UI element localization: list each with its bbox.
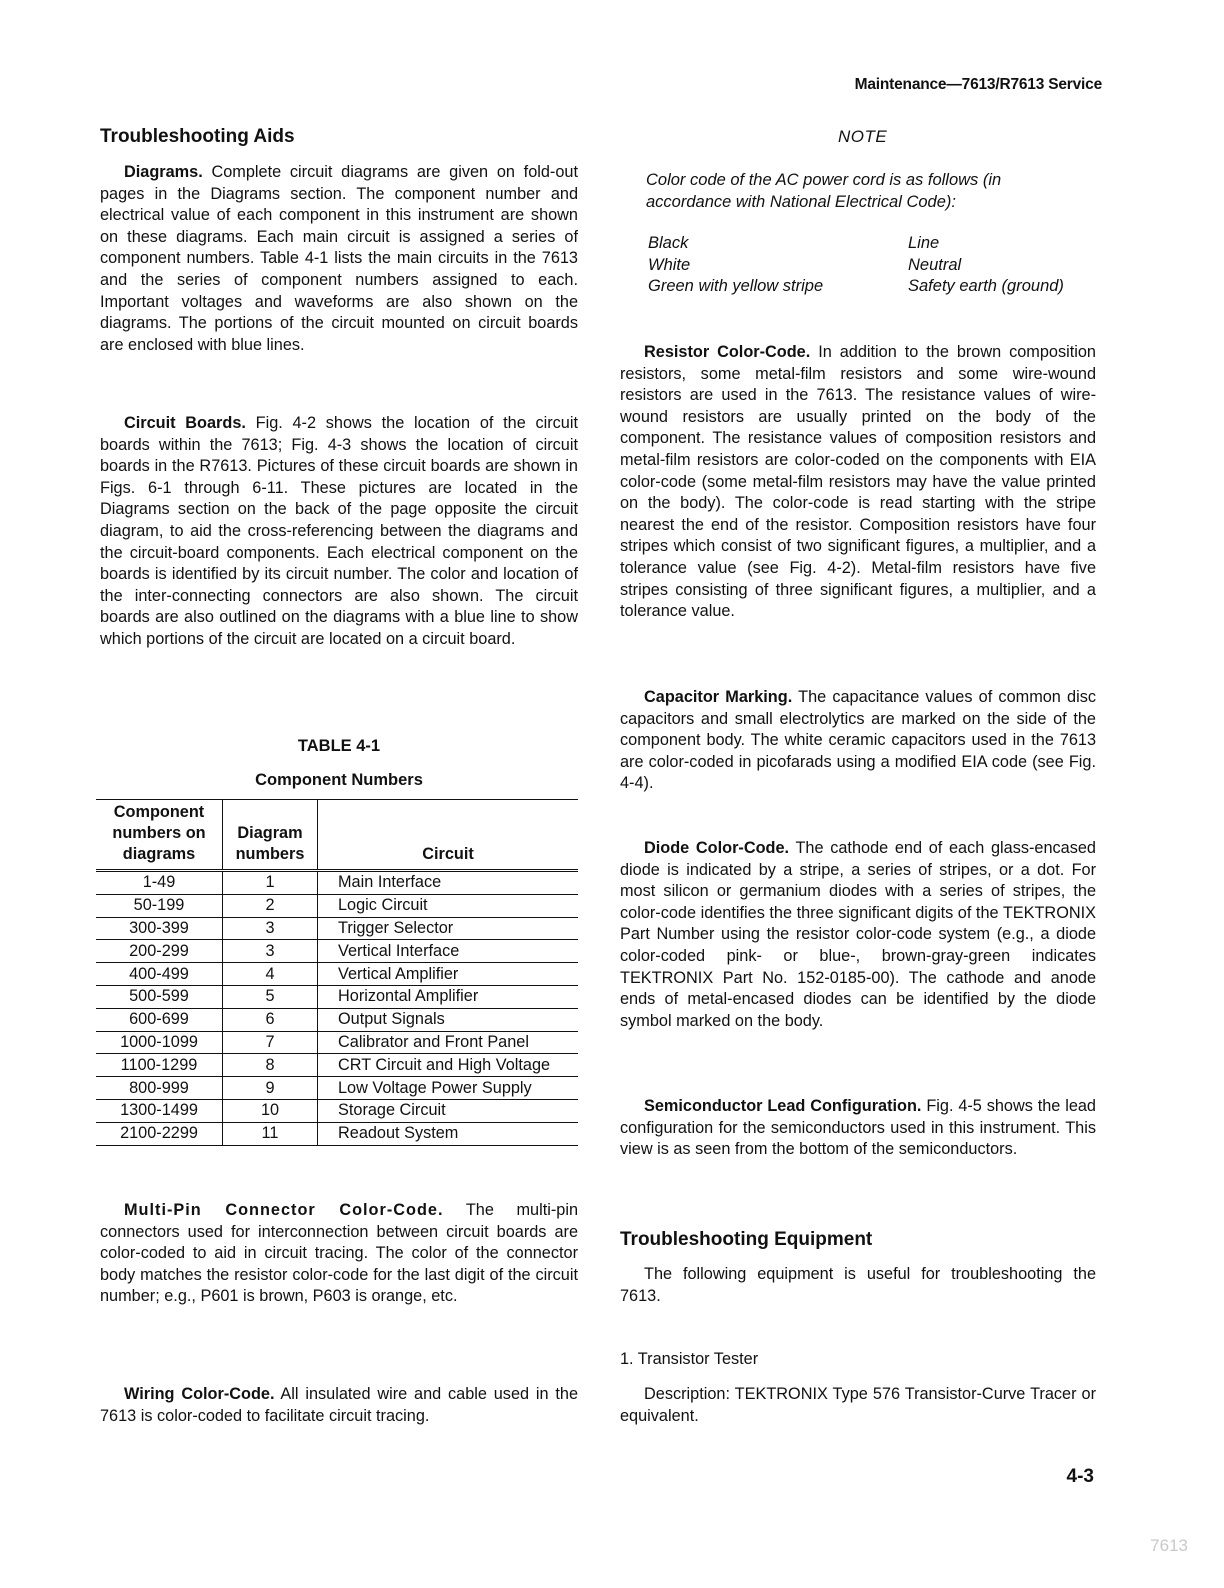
note-text: Color code of the AC power cord is as follows (in accordance with National Electrical Code):	[646, 171, 1002, 211]
cell-component: 1300-1499	[96, 1099, 223, 1122]
table-row	[96, 1054, 578, 1077]
lead-wiring: Wiring Color-Code.	[124, 1385, 275, 1403]
table-row	[96, 894, 578, 917]
cell-diagram: 4	[223, 963, 318, 986]
header-component-numbers: Component numbers on diagrams	[96, 800, 223, 871]
table-header-row	[96, 800, 578, 871]
table-row	[96, 940, 578, 963]
cell-component: 400-499	[96, 963, 223, 986]
cell-diagram: 7	[223, 1031, 318, 1054]
text-diagrams: Complete circuit diagrams are given on fold-out pages in the Diagrams section. The component number and electrical value of each component in this instrument are shown on these diagrams. Each main circuit is assigned a series of component numbers. Table 4-1 lists the main circuits in the 7613 and the series of component numbers assigned to each. Important voltages and waveforms are also shown on the diagrams. The portions of the circuit mounted on circuit boards are enclosed with blue lines.	[100, 163, 578, 354]
cell-diagram: 1	[223, 871, 318, 895]
table-row	[96, 1122, 578, 1145]
text-capacitor: The capacitance values of common disc capacitors and small electrolytics are marked on the side of the component body. The white ceramic capacitors used in the 7613 are color-coded in picofarads using a modified EIA code (see Fig. 4-4).	[620, 688, 1096, 793]
lead-multipin: Multi-Pin Connector Color-Code.	[124, 1201, 444, 1219]
lead-semiconductor: Semiconductor Lead Configuration.	[644, 1097, 922, 1115]
cell-circuit: Readout System	[318, 1122, 579, 1145]
paragraph-diode	[620, 838, 1096, 1032]
cell-circuit: CRT Circuit and High Voltage	[318, 1054, 579, 1077]
paragraph-resistor	[620, 342, 1096, 623]
cell-component: 1-49	[96, 871, 223, 895]
cell-component: 1100-1299	[96, 1054, 223, 1077]
paragraph-circuit-boards	[100, 413, 578, 651]
section-title-troubleshooting-equipment: Troubleshooting Equipment	[620, 1229, 873, 1250]
cell-component: 500-599	[96, 985, 223, 1008]
table-row	[96, 963, 578, 986]
cell-circuit: Vertical Interface	[318, 940, 579, 963]
lead-circuit-boards: Circuit Boards.	[124, 414, 246, 432]
text-semiconductor: Fig. 4-5 shows the lead configuration for the semiconductors used in this instrument. This view is as seen from the bottom of the semiconductors.	[620, 1097, 1096, 1159]
text-circuit-boards: Fig. 4-2 shows the location of the circuit boards within the 7613; Fig. 4-3 shows the location of circuit boards in the R7613. Pictures of these circuit boards are shown in Figs. 6-1 through 6-11. These pictures are located in the Diagrams section on the back of the page opposite the circuit diagram, to aid the cross-referencing between the diagrams and the circuit-board components. Each electrical component on the boards is identified by its circuit number. The color and location of the inter-connecting connectors are also shown. The circuit boards are also outlined on the diagrams with a blue line to show which portions of the circuit are located on a circuit board.	[100, 414, 578, 648]
header-diagram-numbers: Diagram numbers	[223, 800, 318, 871]
cell-diagram: 8	[223, 1054, 318, 1077]
cord-color-white: White	[648, 256, 691, 274]
paragraph-transistor-tester-desc	[620, 1384, 1096, 1427]
cell-circuit: Main Interface	[318, 871, 579, 895]
cell-diagram: 10	[223, 1099, 318, 1122]
cell-component: 300-399	[96, 917, 223, 940]
list-item-transistor-tester: 1. Transistor Tester	[620, 1350, 759, 1368]
text-diode: The cathode end of each glass-encased diode is indicated by a stripe, a series of stripes, or a dot. For most silicon or germanium diodes with a series of stripes, the color-code identifies the three significant digits of the TEKTRONIX Part Number using the resistor color-code system (e.g., a diode color-coded pink- or blue-, brown-gray-green indicates TEKTRONIX Part No. 152-0185-00). The cathode and anode ends of metal-encased diodes can be identified by the diode symbol marked on the body.	[620, 839, 1096, 1030]
table-row	[96, 1099, 578, 1122]
lead-diagrams: Diagrams.	[124, 163, 203, 181]
cell-circuit: Output Signals	[318, 1008, 579, 1031]
lead-resistor: Resistor Color-Code.	[644, 343, 811, 361]
cord-color-black: Black	[648, 234, 689, 252]
section-title-troubleshooting-aids: Troubleshooting Aids	[100, 126, 295, 147]
cell-diagram: 9	[223, 1077, 318, 1100]
component-numbers-table	[96, 799, 578, 1146]
lead-diode: Diode Color-Code.	[644, 839, 790, 857]
text-equipment-intro: The following equipment is useful for troubleshooting the 7613.	[620, 1265, 1096, 1305]
cell-diagram: 3	[223, 917, 318, 940]
cell-diagram: 6	[223, 1008, 318, 1031]
cell-circuit: Vertical Amplifier	[318, 963, 579, 986]
table-title: TABLE 4-1	[297, 737, 381, 755]
cell-component: 200-299	[96, 940, 223, 963]
paragraph-semiconductor	[620, 1096, 1096, 1161]
cell-component: 2100-2299	[96, 1122, 223, 1145]
cell-circuit: Low Voltage Power Supply	[318, 1077, 579, 1100]
cell-diagram: 2	[223, 894, 318, 917]
page-number: 4-3	[1066, 1466, 1094, 1487]
text-resistor: In addition to the brown composition resistors, some metal-film resistors and some wire-wound resistors are used in the 7613. The resistance values of wire-wound resistors are usually printed on the body of the component. The resistance values of composition resistors and metal-film resistors are color-coded on the components with EIA color-code (some metal-film resistors may have the value printed on the body). The color-code is read starting with the stripe nearest the end of the resistor. Composition resistors have four stripes which consist of two significant figures, a multiplier, and a tolerance value (see Fig. 4-2). Metal-film resistors have five stripes consisting of three significant figures, a multiplier, and a tolerance value.	[620, 343, 1096, 621]
cord-function-neutral: Neutral	[908, 256, 962, 274]
cell-component: 1000-1099	[96, 1031, 223, 1054]
watermark-text: 7613	[1150, 1536, 1188, 1555]
cell-circuit: Horizontal Amplifier	[318, 985, 579, 1008]
table-subtitle: Component Numbers	[255, 771, 423, 789]
table-row	[96, 871, 578, 895]
cell-circuit: Storage Circuit	[318, 1099, 579, 1122]
cell-circuit: Logic Circuit	[318, 894, 579, 917]
table-row	[96, 1008, 578, 1031]
cell-circuit: Calibrator and Front Panel	[318, 1031, 579, 1054]
text-transistor-tester-desc: Description: TEKTRONIX Type 576 Transistor-Curve Tracer or equivalent.	[620, 1385, 1096, 1425]
cell-circuit: Trigger Selector	[318, 917, 579, 940]
cord-function-safety-earth: Safety earth (ground)	[908, 277, 1064, 295]
paragraph-equipment-intro	[620, 1264, 1096, 1307]
table-row	[96, 1077, 578, 1100]
cell-diagram: 3	[223, 940, 318, 963]
note-title: NOTE	[838, 127, 888, 146]
cord-function-line: Line	[908, 234, 940, 252]
cell-diagram: 5	[223, 985, 318, 1008]
table-row	[96, 1031, 578, 1054]
lead-capacitor: Capacitor Marking.	[644, 688, 793, 706]
cord-color-green-yellow: Green with yellow stripe	[648, 277, 824, 295]
cell-component: 800-999	[96, 1077, 223, 1100]
running-header: Maintenance—7613/R7613 Service	[854, 76, 1102, 93]
table-row	[96, 917, 578, 940]
text-wiring: All insulated wire and cable used in the 7613 is color-coded to facilitate circuit tracing.	[100, 1385, 579, 1425]
paragraph-diagrams	[100, 162, 578, 356]
paragraph-wiring	[100, 1384, 578, 1427]
table-row	[96, 985, 578, 1008]
text-multipin: The multi-pin connectors used for interconnection between circuit boards are color-coded to aid in circuit tracing. The color of the connector body matches the resistor color-code for the last digit of the circuit number; e.g., P601 is brown, P603 is orange, etc.	[100, 1201, 578, 1306]
cell-diagram: 11	[223, 1122, 318, 1145]
header-circuit: Circuit	[318, 800, 579, 871]
cell-component: 50-199	[96, 894, 223, 917]
cell-component: 600-699	[96, 1008, 223, 1031]
paragraph-multipin	[100, 1200, 578, 1308]
paragraph-capacitor	[620, 687, 1096, 795]
